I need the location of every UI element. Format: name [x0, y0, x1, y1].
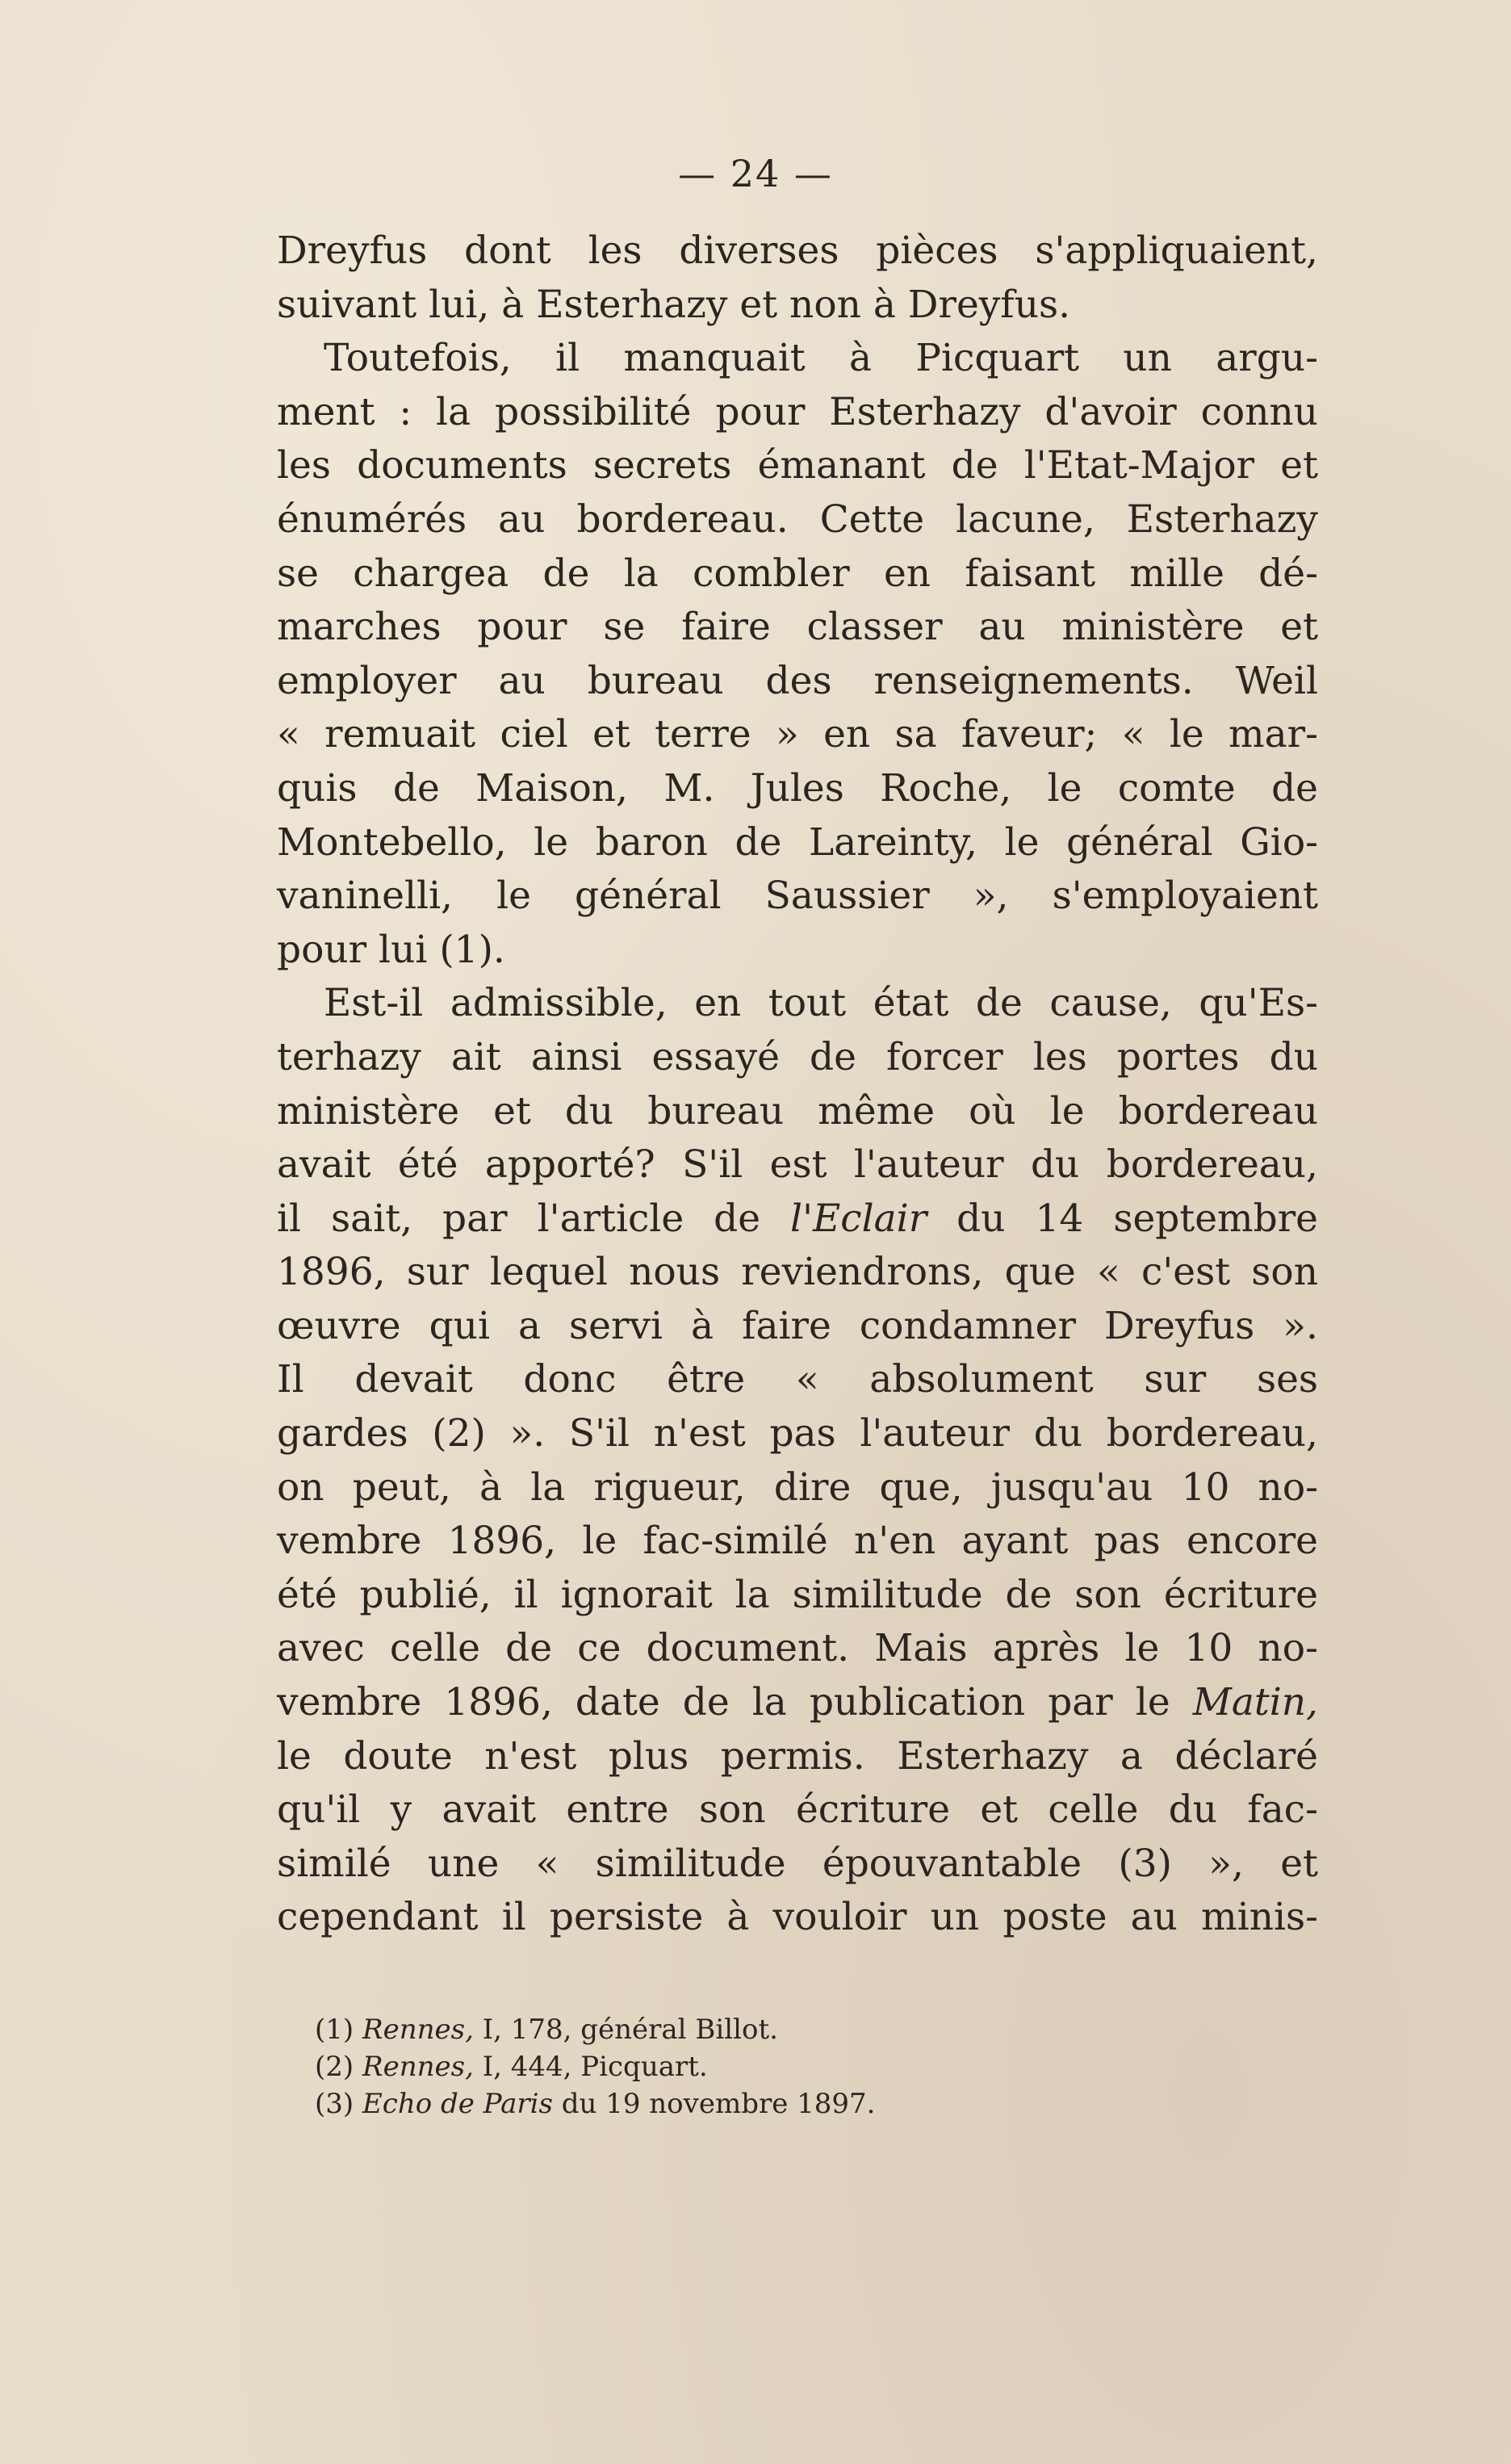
text-line: vaninelli, le général Saussier », s'employaient: [277, 874, 1318, 919]
page-number: — 24 —: [678, 152, 833, 195]
text-line: le doute n'est plus permis. Esterhazy a déclaré: [277, 1733, 1318, 1779]
text-line: Il devait donc être « absolument sur ses: [277, 1357, 1318, 1402]
text-line: vembre 1896, le fac-similé n'en ayant pas encore: [277, 1519, 1318, 1564]
text-line: été publié, il ignorait la similitude de son écriture: [277, 1572, 1318, 1617]
newspaper-title-eclair: l'Eclair: [790, 1196, 927, 1241]
text-line: Est-il admissible, en tout état de cause, qu'Es-: [324, 981, 1318, 1026]
footnote-text: du 19 novembre 1897.: [552, 2088, 876, 2120]
text-line: terhazy ait ainsi essayé de forcer les portes du: [277, 1034, 1318, 1079]
text-line: 1896, sur lequel nous reviendrons, que « c'est son: [277, 1250, 1318, 1295]
footnote: [315, 2085, 1316, 2122]
footnote-source: Rennes,: [362, 2051, 474, 2083]
footnote-source: Echo de Paris: [362, 2088, 553, 2120]
text-line: pour lui (1).: [277, 927, 505, 972]
text-line: Toutefois, il manquait à Picquart un argu-: [324, 336, 1318, 381]
text-line: on peut, à la rigueur, dire que, jusqu'au 10 no-: [277, 1465, 1318, 1510]
text-line: marches pour se faire classer au ministère et: [277, 605, 1318, 650]
text-line-eclair: [277, 1192, 1318, 1247]
footnote: [315, 2048, 1316, 2085]
footnotes: [315, 2011, 1316, 2122]
text-line: similé une « similitude épouvantable (3) », et: [277, 1841, 1318, 1886]
text-line: qu'il y avait entre son écriture et celle du fac-: [277, 1787, 1318, 1833]
text-run: il sait, par l'article de: [277, 1196, 791, 1241]
text-line: avait été apporté? S'il est l'auteur du bordereau,: [277, 1142, 1318, 1188]
text-line: avec celle de ce document. Mais après le 10 no-: [277, 1626, 1318, 1671]
text-line: énumérés au bordereau. Cette lacune, Esterhazy: [277, 497, 1318, 542]
text-line: œuvre qui a servi à faire condamner Dreyfus ».: [277, 1303, 1318, 1348]
text-line: Montebello, le baron de Lareinty, le général Gio-: [277, 819, 1318, 865]
footnote-mark: (2): [315, 2051, 354, 2083]
text-line: Dreyfus dont les diverses pièces s'appliquaient,: [277, 228, 1318, 273]
footnote-text: I, 444, Picquart.: [473, 2051, 708, 2083]
text-line: suivant lui, à Esterhazy et non à Dreyfus.: [277, 282, 1071, 327]
text-run: du 14 septembre: [927, 1196, 1318, 1241]
text-line: quis de Maison, M. Jules Roche, le comte de: [277, 765, 1318, 811]
text-line: gardes (2) ». S'il n'est pas l'auteur du bordereau,: [277, 1411, 1318, 1456]
text-line-matin: [277, 1676, 1318, 1730]
body-text: [277, 224, 1318, 1945]
text-run: vembre 1896, date de la publication par le: [277, 1680, 1193, 1725]
footnote-mark: (1): [315, 2014, 354, 2046]
text-line: se chargea de la combler en faisant mille dé-: [277, 551, 1318, 596]
text-line: ministère et du bureau même où le bordereau: [277, 1088, 1318, 1134]
text-line: employer au bureau des renseignements. Weil: [277, 658, 1318, 703]
newspaper-title-matin: Matin,: [1192, 1680, 1318, 1725]
text-line: « remuait ciel et terre » en sa faveur; « le mar-: [277, 712, 1318, 757]
footnote-mark: (3): [315, 2088, 354, 2120]
text-line: les documents secrets émanant de l'Etat-Major et: [277, 443, 1318, 488]
text-line: ment : la possibilité pour Esterhazy d'avoir connu: [277, 389, 1318, 434]
footnote: [315, 2011, 1316, 2048]
footnote-source: Rennes,: [362, 2014, 474, 2046]
footnote-text: I, 178, général Billot.: [473, 2014, 778, 2046]
text-line: cependant il persiste à vouloir un poste au minis-: [277, 1895, 1318, 1940]
